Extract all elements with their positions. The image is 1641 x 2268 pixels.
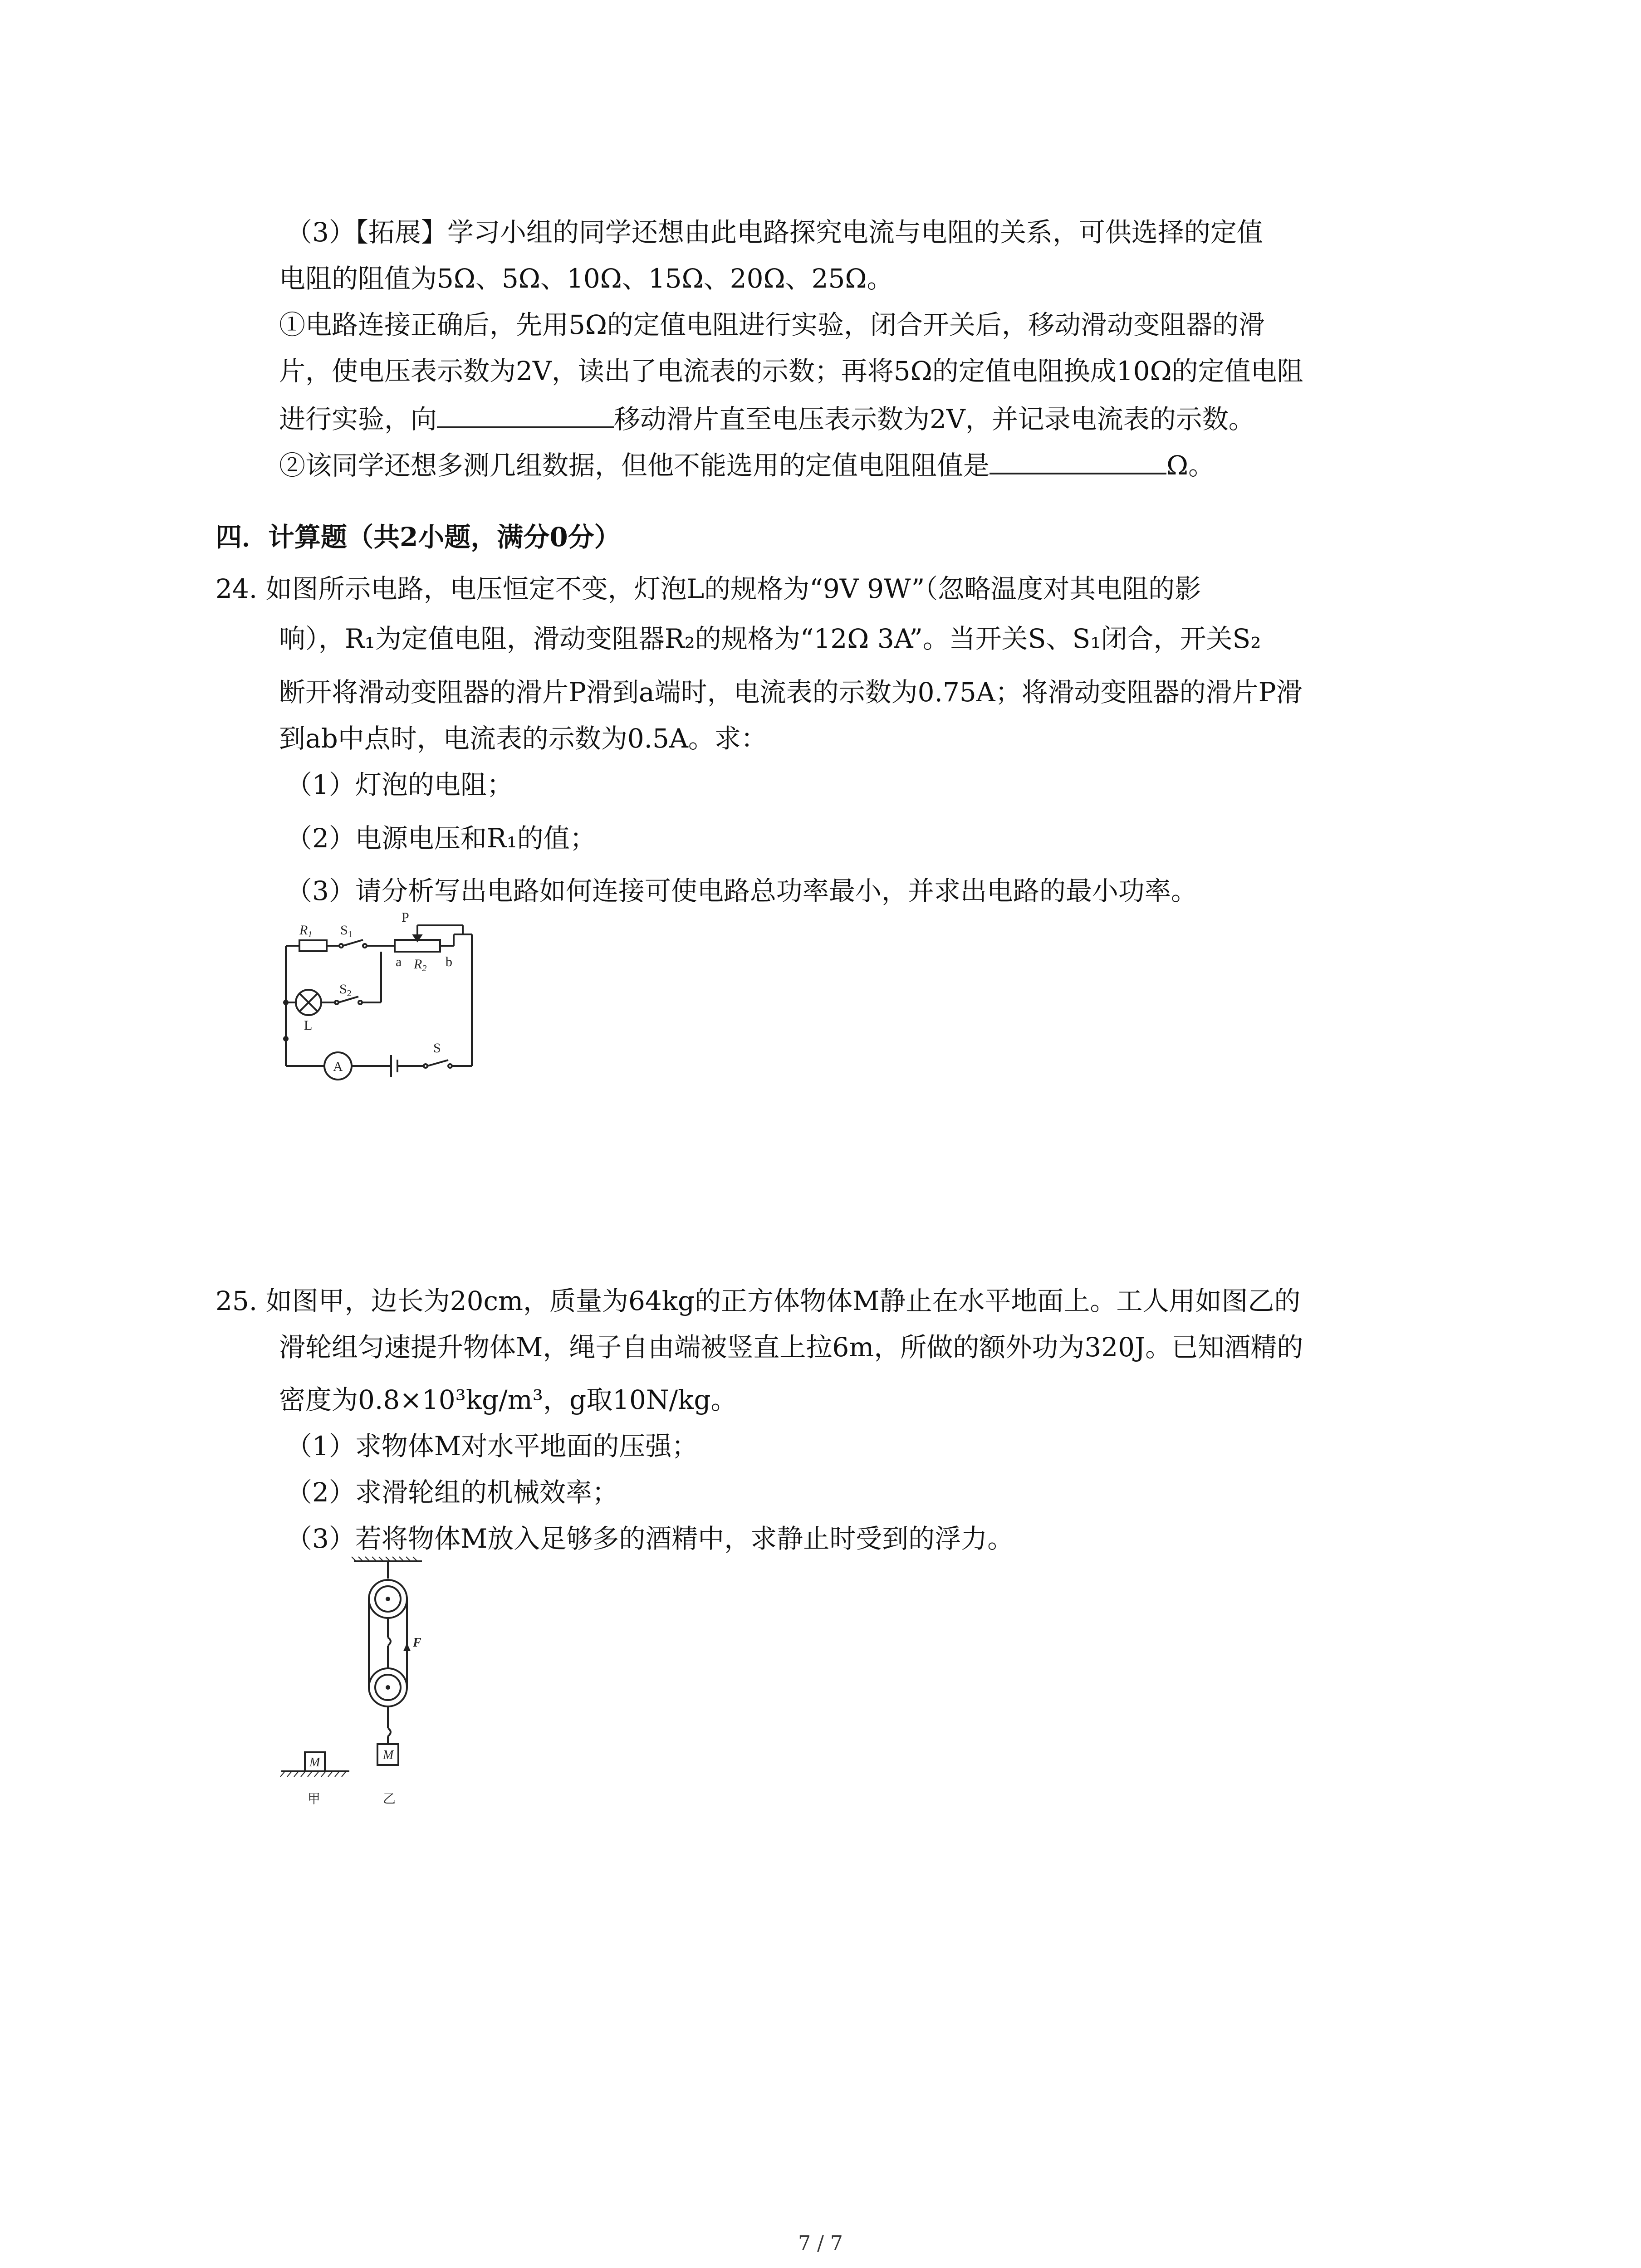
q23-ext-line5 bbox=[279, 401, 1255, 435]
pulley-figure bbox=[272, 1556, 481, 1828]
force-arrow bbox=[403, 1643, 411, 1651]
q24-line1: 24. 如图所示电路，电压恒定不变，灯泡L的规格为“9V 9W”（忽略温度对其电阻的影 bbox=[216, 573, 1201, 604]
page-number: 7 / 7 bbox=[798, 2232, 843, 2255]
label-r2: $R_2$ bbox=[414, 957, 427, 973]
label-yi: 乙 bbox=[383, 1792, 396, 1806]
label-s: S bbox=[433, 1041, 441, 1056]
junction-top bbox=[283, 1000, 289, 1005]
label-ammeter: A bbox=[333, 1059, 343, 1074]
q24-sub1: （1）灯泡的电阻； bbox=[286, 769, 513, 800]
q25-sub2: （2）求滑轮组的机械效率； bbox=[286, 1477, 618, 1508]
label-jia: 甲 bbox=[308, 1792, 321, 1806]
q23-ext-line6 bbox=[279, 447, 1215, 482]
q23-ext-line6-post: Ω。 bbox=[1166, 450, 1215, 481]
q23-ext-line6-pre: ②该同学还想多测几组数据，但他不能选用的定值电阻阻值是 bbox=[279, 450, 990, 481]
label-m-ground: M bbox=[309, 1755, 320, 1769]
section-heading: 四．计算题（共2小题，满分0分） bbox=[216, 522, 621, 552]
q25-line3: 密度为0.8×10³kg/m³，g取10N/kg。 bbox=[279, 1384, 737, 1415]
q23-ext-line5-post: 移动滑片直至电压表示数为2V，并记录电流表的示数。 bbox=[614, 404, 1255, 435]
q25-sub3: （3）若将物体M放入足够多的酒精中，求静止时受到的浮力。 bbox=[286, 1523, 1014, 1554]
answer-blank-resistance[interactable] bbox=[989, 447, 1166, 474]
resistor-r1 bbox=[299, 940, 327, 951]
answer-blank-direction[interactable] bbox=[437, 401, 614, 428]
q24-line2: 响），R₁为定值电阻，滑动变阻器R₂的规格为“12Ω 3A”。当开关S、S₁闭合，开关S₂ bbox=[279, 623, 1261, 654]
q24-line4: 到ab中点时，电流表的示数为0.5A。求： bbox=[279, 723, 767, 754]
q25-line2: 滑轮组匀速提升物体M，绳子自由端被竖直上拉6m，所做的额外功为320J。已知酒精的 bbox=[279, 1332, 1303, 1363]
label-s2: $S_2$ bbox=[339, 982, 352, 998]
label-a: a bbox=[396, 954, 402, 969]
q24-line3: 断开将滑动变阻器的滑片P滑到a端时，电流表的示数为0.75A；将滑动变阻器的滑片P滑 bbox=[279, 677, 1303, 708]
q23-ext-line1: （3）【拓展】学习小组的同学还想由此电路探究电流与电阻的关系，可供选择的定值 bbox=[286, 217, 1263, 248]
q24-sub3: （3）请分析写出电路如何连接可使电路总功率最小，并求出电路的最小功率。 bbox=[286, 875, 1197, 906]
junction-bottom bbox=[283, 1036, 289, 1041]
label-b: b bbox=[446, 954, 452, 969]
q23-ext-line3: ①电路连接正确后，先用5Ω的定值电阻进行实验，闭合开关后，移动滑动变阻器的滑 bbox=[279, 309, 1265, 340]
label-p: P bbox=[402, 910, 409, 925]
q23-ext-line4: 片，使电压表示数为2V，读出了电流表的示数；再将5Ω的定值电阻换成10Ω的定值电阻 bbox=[279, 356, 1303, 386]
label-s1: $S_1$ bbox=[340, 923, 353, 939]
label-r1: $R_1$ bbox=[299, 923, 313, 939]
label-force-f: F bbox=[413, 1636, 421, 1650]
label-m-hanging: M bbox=[383, 1748, 394, 1762]
q25-line1: 25. 如图甲，边长为20cm，质量为64kg的正方体物体M静止在水平地面上。工人用如图乙的 bbox=[216, 1286, 1301, 1316]
switch-s1[interactable] bbox=[343, 940, 363, 946]
q23-ext-line2: 电阻的阻值为5Ω、5Ω、10Ω、15Ω、20Ω、25Ω。 bbox=[279, 263, 893, 294]
q24-sub2: （2）电源电压和R₁的值； bbox=[286, 823, 596, 854]
circuit-diagram bbox=[272, 907, 508, 1089]
q25-sub1: （1）求物体M对水平地面的压强； bbox=[286, 1431, 698, 1461]
q23-ext-line5-pre: 进行实验，向 bbox=[279, 404, 437, 435]
label-l: L bbox=[304, 1018, 313, 1033]
switch-s[interactable] bbox=[427, 1060, 448, 1066]
